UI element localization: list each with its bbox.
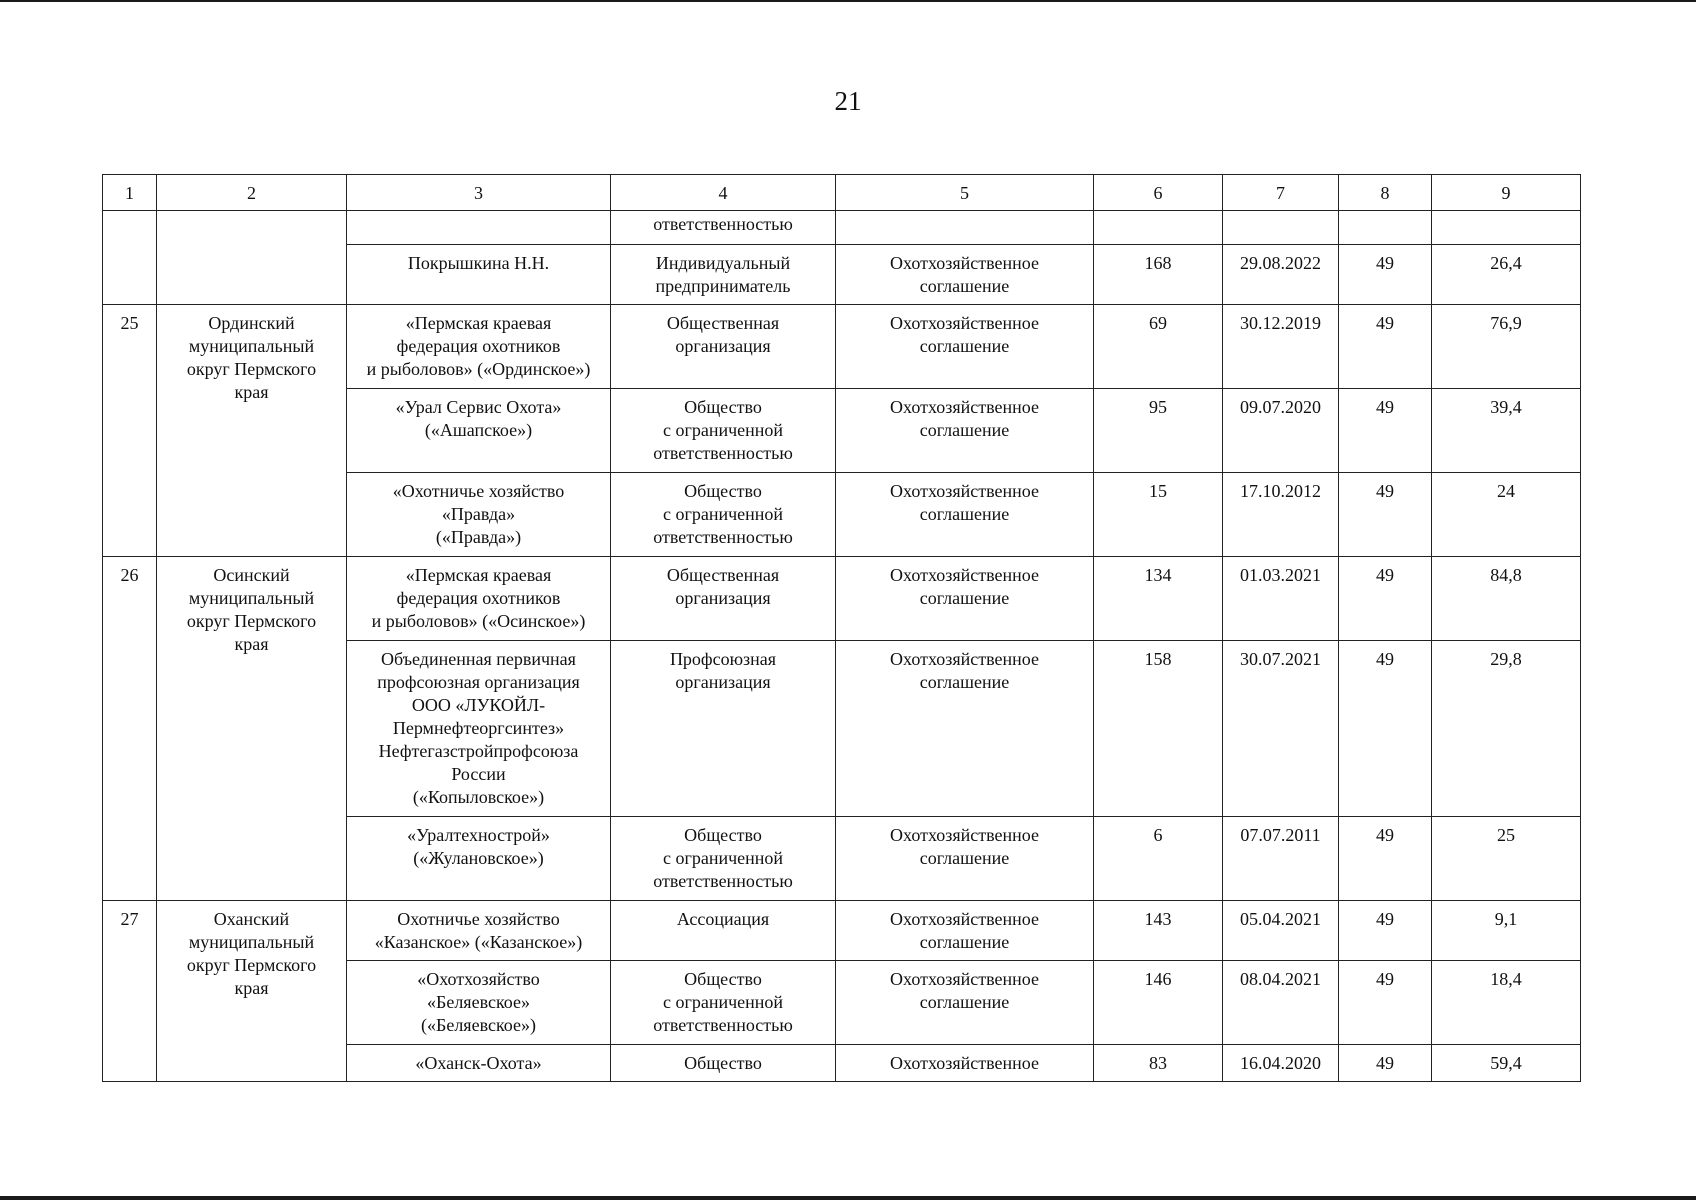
- cell-term: [1339, 211, 1432, 245]
- cell-number: 6: [1094, 817, 1223, 901]
- cell-term: 49: [1339, 901, 1432, 961]
- cell-number: 83: [1094, 1045, 1223, 1082]
- cell-basis: [836, 211, 1094, 245]
- cell-date: 17.10.2012: [1223, 473, 1339, 557]
- cell-name: Покрышкина Н.Н.: [347, 245, 611, 305]
- cell-term: 49: [1339, 641, 1432, 817]
- scan-edge-top: [0, 0, 1696, 2]
- cell-area: [1432, 211, 1581, 245]
- cell-basis: Охотхозяйственное соглашение: [836, 557, 1094, 641]
- header-col-5: 5: [836, 175, 1094, 211]
- cell-term: 49: [1339, 245, 1432, 305]
- cell-number: [1094, 211, 1223, 245]
- cell-date: [1223, 211, 1339, 245]
- header-col-2: 2: [157, 175, 347, 211]
- cell-area: 76,9: [1432, 305, 1581, 389]
- header-col-8: 8: [1339, 175, 1432, 211]
- header-col-4: 4: [611, 175, 836, 211]
- table-row-continued: [103, 211, 1581, 245]
- hunting-grounds-table: [102, 174, 1581, 1082]
- cell-term: 49: [1339, 961, 1432, 1045]
- cell-term: 49: [1339, 817, 1432, 901]
- header-col-6: 6: [1094, 175, 1223, 211]
- cell-date: 29.08.2022: [1223, 245, 1339, 305]
- cell-date: 30.12.2019: [1223, 305, 1339, 389]
- cell-basis: Охотхозяйственное соглашение: [836, 817, 1094, 901]
- cell-term: 49: [1339, 305, 1432, 389]
- cell-type: Общество с ограниченной ответственностью: [611, 817, 836, 901]
- cell-number: 95: [1094, 389, 1223, 473]
- cell-number: 15: [1094, 473, 1223, 557]
- cell-basis: Охотхозяйственное: [836, 1045, 1094, 1082]
- table-row: [103, 557, 1581, 641]
- header-col-3: 3: [347, 175, 611, 211]
- cell-number: 158: [1094, 641, 1223, 817]
- cell-type: Индивидуальный предприниматель: [611, 245, 836, 305]
- cell-name: [347, 211, 611, 245]
- cell-name: «Пермская краевая федерация охотников и рыболовов» («Осинское»): [347, 557, 611, 641]
- cell-basis: Охотхозяйственное соглашение: [836, 245, 1094, 305]
- cell-term: 49: [1339, 1045, 1432, 1082]
- cell-name: «Охотхозяйство «Беляевское» («Беляевское»): [347, 961, 611, 1045]
- cell-area: 9,1: [1432, 901, 1581, 961]
- cell-name: «Оханск-Охота»: [347, 1045, 611, 1082]
- cell-no: 27: [103, 901, 157, 1082]
- cell-name: «Пермская краевая федерация охотников и рыболовов» («Ординское»): [347, 305, 611, 389]
- cell-area: 18,4: [1432, 961, 1581, 1045]
- cell-type: Профсоюзная организация: [611, 641, 836, 817]
- cell-number: 134: [1094, 557, 1223, 641]
- cell-type: Общество с ограниченной ответственностью: [611, 961, 836, 1045]
- header-col-1: 1: [103, 175, 157, 211]
- cell-date: 07.07.2011: [1223, 817, 1339, 901]
- cell-name: Объединенная первичная профсоюзная организация ООО «ЛУКОЙЛ- Пермнефтеоргсинтез» Нефтегазстройпрофсоюза России («Копыловское»): [347, 641, 611, 817]
- cell-area: 24: [1432, 473, 1581, 557]
- header-row: [103, 175, 1581, 211]
- cell-date: 01.03.2021: [1223, 557, 1339, 641]
- cell-type: Общественная организация: [611, 305, 836, 389]
- cell-area: 26,4: [1432, 245, 1581, 305]
- cell-district: Осинский муниципальный округ Пермского края: [157, 557, 347, 901]
- cell-term: 49: [1339, 389, 1432, 473]
- cell-date: 16.04.2020: [1223, 1045, 1339, 1082]
- cell-area: 39,4: [1432, 389, 1581, 473]
- cell-area: 29,8: [1432, 641, 1581, 817]
- cell-type: Общественная организация: [611, 557, 836, 641]
- cell-type: ответственностью: [611, 211, 836, 245]
- scan-edge-bottom: [0, 1196, 1696, 1200]
- cell-name: «Охотничье хозяйство «Правда» («Правда»): [347, 473, 611, 557]
- cell-type: Общество: [611, 1045, 836, 1082]
- cell-area: 84,8: [1432, 557, 1581, 641]
- cell-basis: Охотхозяйственное соглашение: [836, 389, 1094, 473]
- cell-date: 08.04.2021: [1223, 961, 1339, 1045]
- cell-number: 168: [1094, 245, 1223, 305]
- cell-basis: Охотхозяйственное соглашение: [836, 961, 1094, 1045]
- header-col-9: 9: [1432, 175, 1581, 211]
- page-number: 21: [834, 86, 862, 116]
- cell-type: Общество с ограниченной ответственностью: [611, 473, 836, 557]
- cell-date: 30.07.2021: [1223, 641, 1339, 817]
- cell-area: 25: [1432, 817, 1581, 901]
- cell-date: 09.07.2020: [1223, 389, 1339, 473]
- cell-district: [157, 211, 347, 305]
- cell-no: 26: [103, 557, 157, 901]
- cell-term: 49: [1339, 557, 1432, 641]
- table-row: [103, 305, 1581, 389]
- cell-no: [103, 211, 157, 305]
- cell-district: Оханский муниципальный округ Пермского края: [157, 901, 347, 1082]
- cell-type: Общество с ограниченной ответственностью: [611, 389, 836, 473]
- cell-number: 69: [1094, 305, 1223, 389]
- cell-name: «Урал Сервис Охота» («Ашапское»): [347, 389, 611, 473]
- cell-name: Охотничье хозяйство «Казанское» («Казанское»): [347, 901, 611, 961]
- cell-type: Ассоциация: [611, 901, 836, 961]
- cell-basis: Охотхозяйственное соглашение: [836, 641, 1094, 817]
- cell-district: Ординский муниципальный округ Пермского края: [157, 305, 347, 557]
- table-row: [103, 901, 1581, 961]
- cell-name: «Уралтехнострой» («Жулановское»): [347, 817, 611, 901]
- cell-basis: Охотхозяйственное соглашение: [836, 473, 1094, 557]
- cell-area: 59,4: [1432, 1045, 1581, 1082]
- header-col-7: 7: [1223, 175, 1339, 211]
- cell-term: 49: [1339, 473, 1432, 557]
- cell-basis: Охотхозяйственное соглашение: [836, 305, 1094, 389]
- cell-basis: Охотхозяйственное соглашение: [836, 901, 1094, 961]
- cell-number: 146: [1094, 961, 1223, 1045]
- cell-no: 25: [103, 305, 157, 557]
- cell-number: 143: [1094, 901, 1223, 961]
- cell-date: 05.04.2021: [1223, 901, 1339, 961]
